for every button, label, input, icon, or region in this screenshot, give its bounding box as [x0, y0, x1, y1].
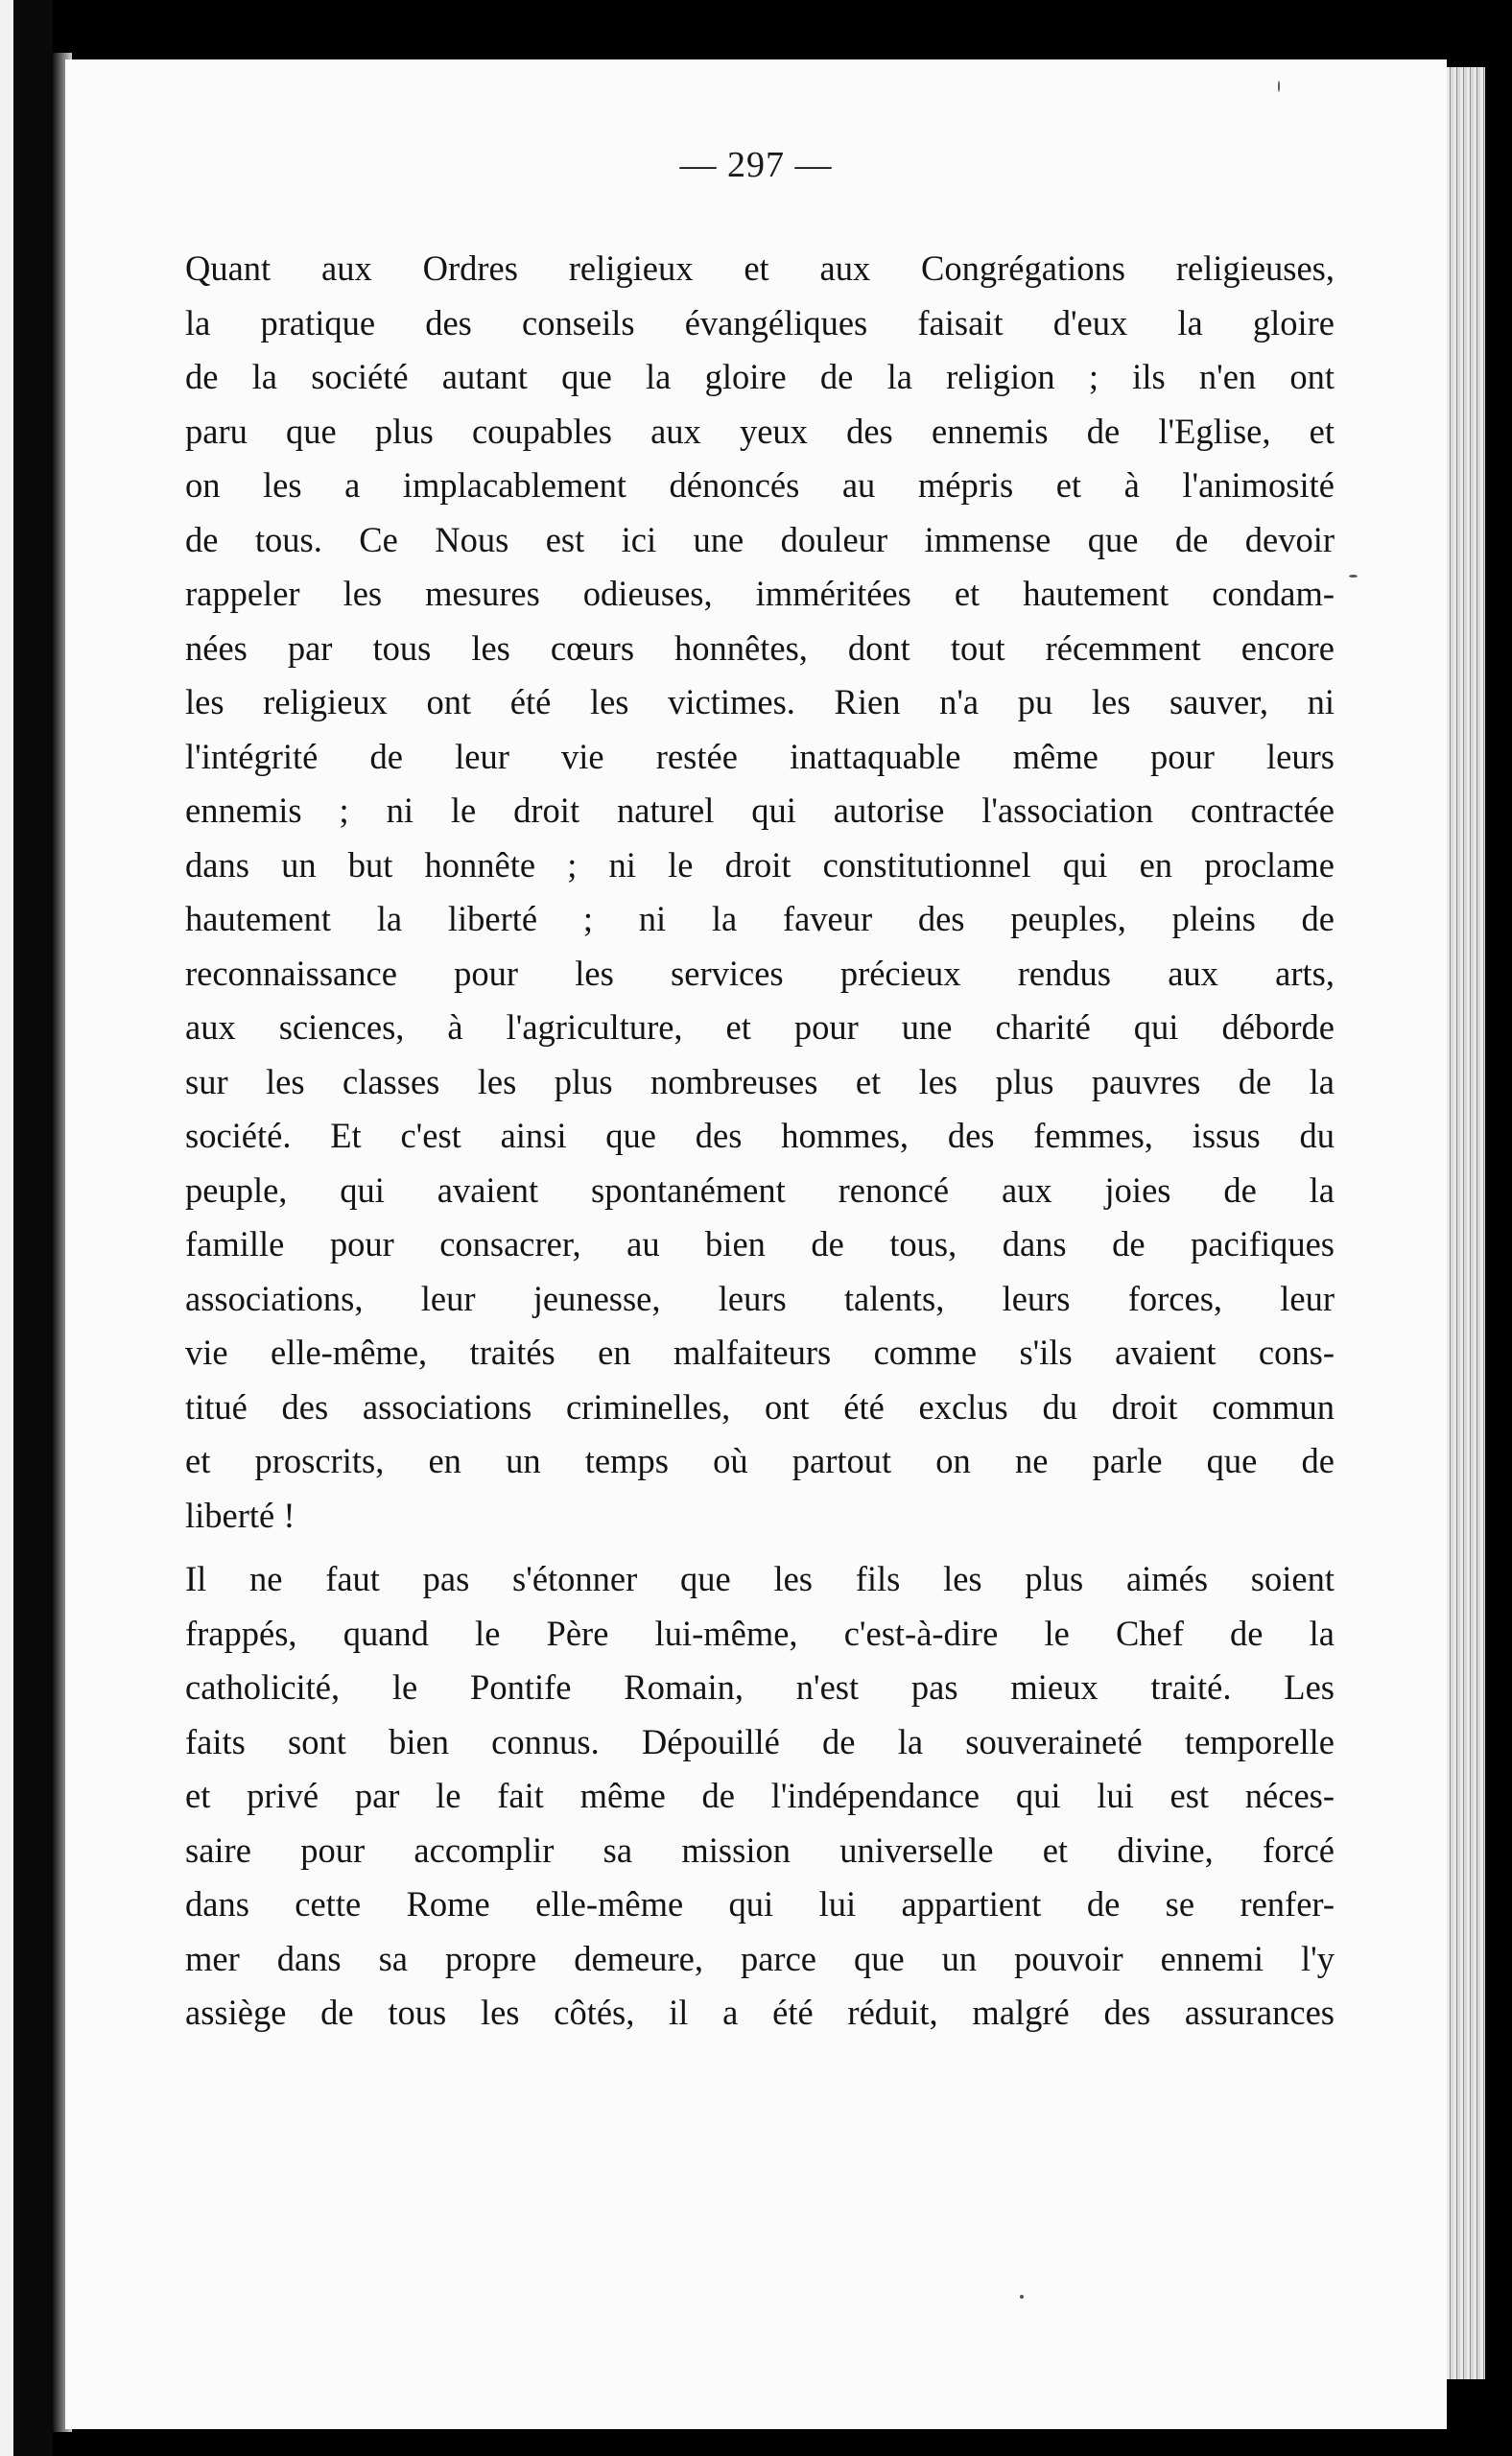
- text-line: sur les classes les plus nombreuses et les plus pauvres de la: [185, 1061, 1335, 1101]
- text-line: titué des associations criminelles, ont été exclus du droit commun: [185, 1386, 1335, 1427]
- book-page: [65, 59, 1447, 2429]
- text-line: la pratique des conseils évangéliques faisait d'eux la gloire: [185, 302, 1335, 342]
- text-line: saire pour accomplir sa mission universelle et divine, forcé: [185, 1830, 1335, 1870]
- text-line: famille pour consacrer, au bien de tous, dans de pacifiques: [185, 1224, 1335, 1263]
- text-line: rappeler les mesures odieuses, imméritées et hautement condam-: [185, 574, 1335, 613]
- text-line: les religieux ont été les victimes. Rien n'a pu les sauver, ni: [185, 682, 1335, 721]
- body-text: [156, 242, 1335, 2041]
- margin-mark: [1278, 81, 1280, 92]
- text-line: vie elle-même, traités en malfaiteurs comme s'ils avaient cons-: [185, 1333, 1335, 1372]
- facing-page-edge: [0, 0, 13, 2456]
- text-line: Quant aux Ordres religieux et aux Congrégations religieuses,: [185, 248, 1335, 288]
- margin-mark: [1349, 575, 1358, 578]
- text-line: dans un but honnête ; ni le droit constitutionnel qui en proclame: [185, 844, 1335, 885]
- text-line: peuple, qui avaient spontanément renoncé aux joies de la: [185, 1169, 1335, 1210]
- text-line: associations, leur jeunesse, leurs talents, leurs forces, leur: [185, 1278, 1335, 1318]
- text-line: reconnaissance pour les services précieux rendus aux arts,: [185, 953, 1335, 993]
- text-line: de tous. Ce Nous est ici une douleur immense que de devoir: [185, 519, 1335, 559]
- paragraph: [156, 242, 1335, 1543]
- text-line: paru que plus coupables aux yeux des ennemis de l'Eglise, et: [185, 411, 1335, 451]
- text-line: et privé par le fait même de l'indépendance qui lui est néces-: [185, 1776, 1335, 1815]
- text-line: et proscrits, en un temps où partout on ne parle que de: [185, 1441, 1335, 1480]
- page-number: — 297 —: [679, 145, 833, 185]
- text-line: aux sciences, à l'agriculture, et pour une charité qui déborde: [185, 1007, 1335, 1047]
- margin-mark: [1020, 2295, 1024, 2299]
- text-line: Il ne faut pas s'étonner que les fils les plus aimés soient: [185, 1559, 1335, 1598]
- text-line: société. Et c'est ainsi que des hommes, des femmes, issus du: [185, 1116, 1335, 1155]
- text-line: assiège de tous les côtés, il a été réduit, malgré des assurances: [185, 1993, 1335, 2032]
- text-line: dans cette Rome elle-même qui lui appartient de se renfer-: [185, 1884, 1335, 1924]
- text-line: on les a implacablement dénoncés au mépris et à l'animosité: [185, 465, 1335, 505]
- text-line: liberté !: [185, 1495, 295, 1535]
- text-line: nées par tous les cœurs honnêtes, dont tout récemment encore: [185, 627, 1335, 668]
- text-line: faits sont bien connus. Dépouillé de la souveraineté temporelle: [185, 1721, 1335, 1761]
- book-page-edges: [1447, 67, 1485, 2379]
- text-line: ennemis ; ni le droit naturel qui autorise l'association contractée: [185, 791, 1335, 830]
- text-line: hautement la liberté ; ni la faveur des peuples, pleins de: [185, 899, 1335, 938]
- text-line: l'intégrité de leur vie restée inattaquable même pour leurs: [185, 736, 1335, 776]
- paragraph: [156, 1552, 1335, 2041]
- text-line: de la société autant que la gloire de la religion ; ils n'en ont: [185, 357, 1335, 396]
- text-line: mer dans sa propre demeure, parce que un pouvoir ennemi l'y: [185, 1938, 1335, 1978]
- text-line: frappés, quand le Père lui-même, c'est-à-dire le Chef de la: [185, 1613, 1335, 1653]
- text-line: catholicité, le Pontife Romain, n'est pas mieux traité. Les: [185, 1667, 1335, 1707]
